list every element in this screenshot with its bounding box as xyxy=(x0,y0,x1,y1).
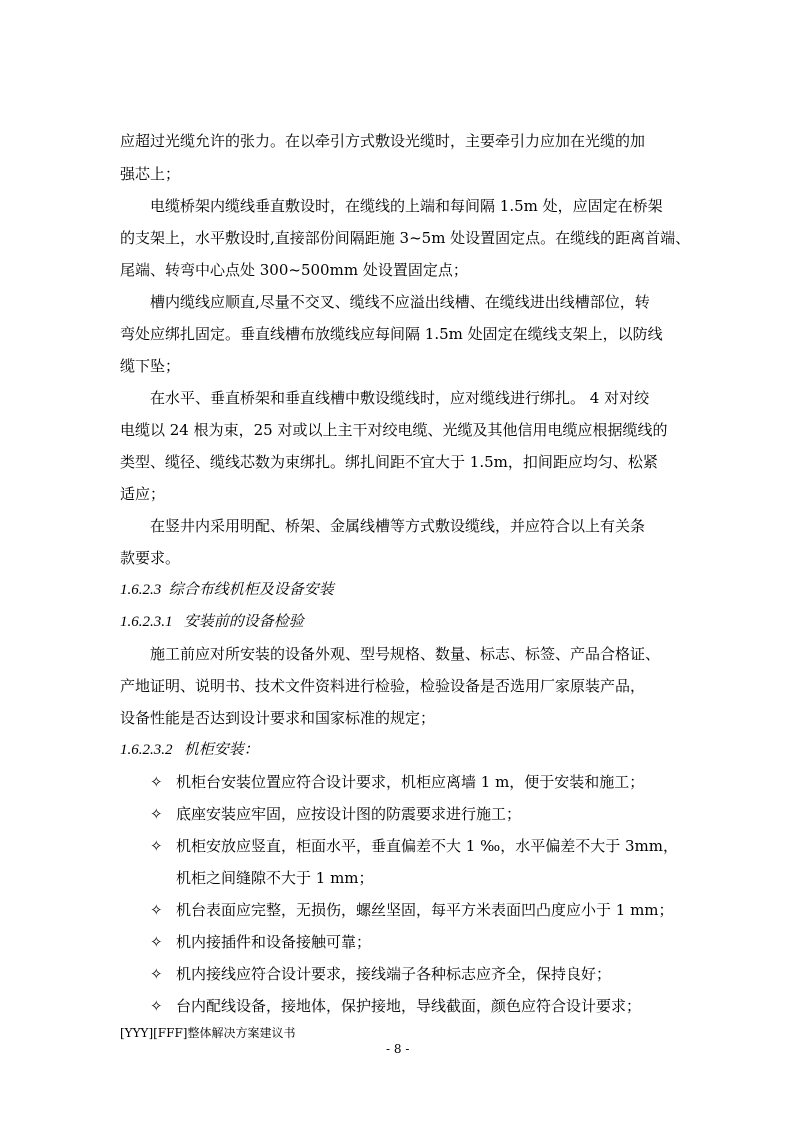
diamond-bullet-icon: ✧ xyxy=(150,997,163,1015)
diamond-bullet-icon: ✧ xyxy=(150,805,163,823)
subsection-title: 安装前的设备检验 xyxy=(183,614,304,630)
diamond-bullet-icon: ✧ xyxy=(150,773,163,791)
paragraph-line: 款要求。 xyxy=(120,549,181,567)
list-item-text: 机内接线应符合设计要求，接线端子各种标志应齐全，保持良好； xyxy=(176,965,612,983)
paragraph-line: 缆下坠； xyxy=(120,357,181,375)
paragraph-line: 的支架上，水平敷设时,直接部份间隔距施 3~5m 处设置固定点。在缆线的距离首端、 xyxy=(120,229,691,247)
paragraph-line: 槽内缆线应顺直,尽量不交叉、缆线不应溢出线槽、在缆线进出线槽部位，转 xyxy=(150,293,650,311)
paragraph-line: 设备性能是否达到设计要求和国家标准的规定； xyxy=(120,709,436,727)
list-item-text: 机柜之间缝隙不大于 1 mm； xyxy=(176,869,374,887)
page-number: - 8 - xyxy=(386,1042,410,1056)
list-item-text: 机台表面应完整，无损伤，螺丝坚固，每平方米表面凹凸度应小于 1 mm； xyxy=(176,901,674,919)
paragraph-line: 产地证明、说明书、技术文件资料进行检验，检验设备是否选用厂家原装产品， xyxy=(120,677,646,695)
paragraph-line: 弯处应绑扎固定。垂直线槽布放缆线应每间隔 1.5m 处固定在缆线支架上，以防线 xyxy=(120,325,663,343)
subsection-number: 1.6.2.3.2 xyxy=(120,742,173,758)
paragraph-line: 电缆桥架内缆线垂直敷设时，在缆线的上端和每间隔 1.5m 处，应固定在桥架 xyxy=(150,197,663,215)
diamond-bullet-icon: ✧ xyxy=(150,965,163,983)
list-item-text: 台内配线设备，接地体，保护接地，导线截面，颜色应符合设计要求； xyxy=(176,997,642,1015)
paragraph-line: 施工前应对所安装的设备外观、型号规格、数量、标志、标签、产品合格证、 xyxy=(150,645,661,663)
paragraph-line: 类型、缆径、缆线芯数为束绑扎。绑扎间距不宜大于 1.5m，扣间距应均匀、松紧 xyxy=(120,453,658,471)
list-item-text: 机柜台安装位置应符合设计要求，机柜应离墙 1 m，便于安装和施工； xyxy=(176,773,645,791)
list-item-text: 机柜安放应竖直，柜面水平，垂直偏差不大 1 ‰，水平偏差不大于 3mm， xyxy=(176,837,678,855)
paragraph-line: 强芯上； xyxy=(120,165,181,183)
diamond-bullet-icon: ✧ xyxy=(150,933,163,951)
paragraph-line: 在竖井内采用明配、桥架、金属线槽等方式敷设缆线，并应符合以上有关条 xyxy=(150,517,646,535)
subsection-number: 1.6.2.3.1 xyxy=(120,614,173,630)
subsection-title: 机柜安装： xyxy=(183,742,259,758)
list-item-text: 机内接插件和设备接触可靠； xyxy=(176,933,372,951)
paragraph-line: 尾端、转弯中心点处 300~500mm 处设置固定点； xyxy=(120,261,468,279)
paragraph-line: 在水平、垂直桥架和垂直线槽中敷设缆线时，应对缆线进行绑扎。 4 对对绞 xyxy=(150,389,650,407)
subsection-heading xyxy=(120,740,259,760)
list-item-text: 底座安装应牢固，应按设计图的防震要求进行施工； xyxy=(176,805,522,823)
subsection-heading xyxy=(120,612,304,632)
section-number: 1.6.2.3 xyxy=(120,582,162,598)
footer-doc-title: [YYY][FFF]整体解决方案建议书 xyxy=(120,1026,296,1040)
section-title: 综合布线机柜及设备安装 xyxy=(168,582,334,598)
section-heading xyxy=(120,580,334,600)
diamond-bullet-icon: ✧ xyxy=(150,837,163,855)
paragraph-line: 应超过光缆允许的张力。在以牵引方式敷设光缆时，主要牵引力应加在光缆的加 xyxy=(120,132,646,150)
paragraph-line: 适应； xyxy=(120,485,166,503)
diamond-bullet-icon: ✧ xyxy=(150,901,163,919)
paragraph-line: 电缆以 24 根为束，25 对或以上主干对绞电缆、光缆及其他信用电缆应根据缆线的 xyxy=(120,421,668,439)
